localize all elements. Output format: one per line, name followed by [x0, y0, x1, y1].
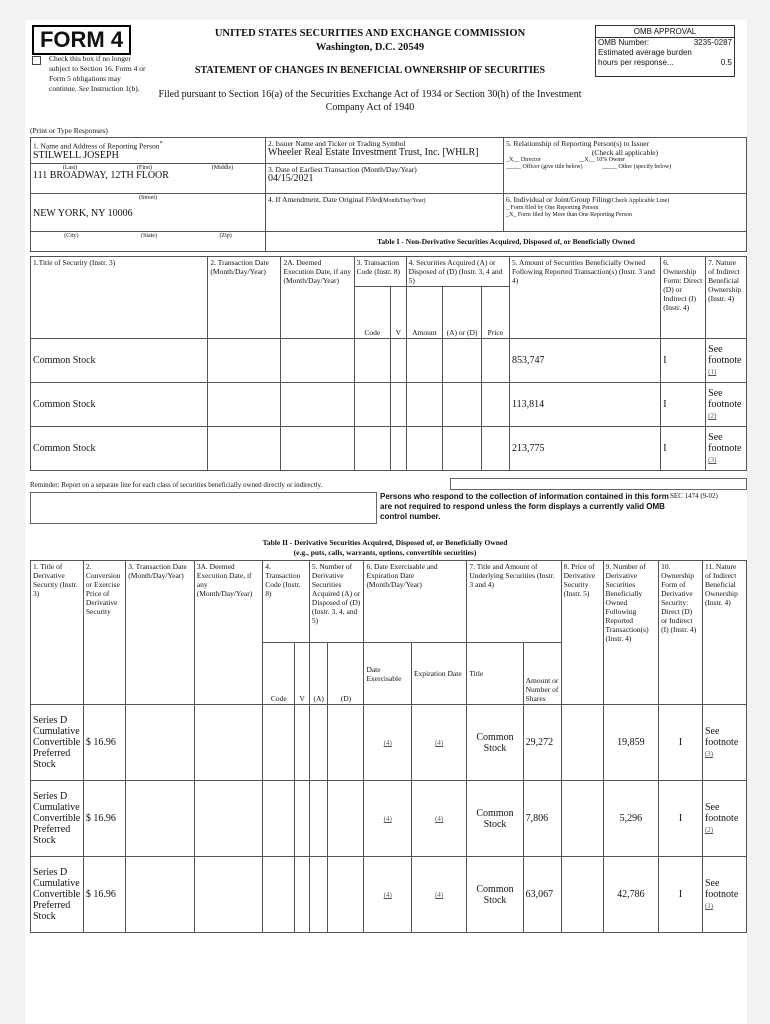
- hours-value: 0.5: [720, 58, 732, 67]
- t2-col-owned: 9. Number of Derivative Securities Beneficially Owned Following Reported Transaction(s) (Instr. 4): [603, 561, 659, 705]
- t2-expiration: Expiration Date: [411, 643, 466, 705]
- footnote-link[interactable]: (4): [383, 815, 392, 823]
- filed-pursuant: Filed pursuant to Section 16(a) of the Securities Exchange Act of 1934 or Section 30(h) of the Investment Company Act of 1940: [158, 89, 582, 113]
- footnote-link[interactable]: (3): [704, 750, 714, 758]
- t1-row-amount: 213,775: [509, 427, 660, 471]
- t1-row-form: I: [661, 383, 706, 427]
- form-page: [25, 20, 747, 1024]
- burden-label: Estimated average burden: [598, 48, 692, 57]
- t1-aord: (A) or (D): [443, 287, 482, 339]
- t2-row-owned: 5,296: [603, 781, 659, 857]
- t1-col-acquired: 4. Securities Acquired (A) or Disposed of (D) (Instr. 3, 4 and 5): [406, 257, 509, 287]
- t2-col-form: 10. Ownership Form of Derivative Security: Direct (D) or Indirect (I) (Instr. 4): [659, 561, 703, 705]
- no-longer-subject-checkbox[interactable]: [32, 56, 41, 65]
- t1-v: V: [391, 287, 407, 339]
- t2-amount-header: Amount or Number of Shares: [523, 643, 561, 705]
- address-cell: (Last) (First) (Middle) 111 BROADWAY, 12TH FLOOR: [31, 164, 266, 194]
- amendment-cell: 4. If Amendment, Date Original Filed(Month/Day/Year): [266, 194, 504, 232]
- city-state-zip-labels: (City) (State) (Zip): [31, 232, 266, 252]
- t2-row-underlying-title: Common Stock: [467, 705, 523, 781]
- t2-col-nature: 11. Nature of Indirect Beneficial Ownership (Instr. 4): [702, 561, 746, 705]
- t1-row-nature: See footnote (1): [706, 339, 747, 383]
- t1-col-deemed: 2A. Deemed Execution Date, if any (Month/Day/Year): [281, 257, 354, 339]
- agency-title: UNITED STATES SECURITIES AND EXCHANGE COMMISSION Washington, D.C. 20549: [214, 28, 526, 53]
- earliest-date-cell: 3. Date of Earliest Transaction (Month/Day/Year) 04/15/2021: [266, 164, 504, 194]
- table-row: [31, 857, 747, 933]
- footnote-link[interactable]: (4): [435, 815, 444, 823]
- t1-row-title: Common Stock: [31, 339, 208, 383]
- footnote-link[interactable]: (1): [708, 368, 717, 376]
- t2-d: (D): [328, 643, 364, 705]
- table-row: [31, 705, 747, 781]
- footnote-link[interactable]: (2): [704, 826, 714, 834]
- relationship-cell: 5. Relationship of Reporting Person(s) to Issuer (Check all applicable) _X__ Director __X__ 10% Owner _____ Officer (give title below) _____ Other (specify below): [504, 138, 747, 194]
- t2-row-price: $ 16.96: [83, 857, 125, 933]
- t2-row-nature: See footnote (2): [702, 781, 746, 857]
- reporting-info-grid: [30, 137, 747, 252]
- t2-row-form: I: [659, 781, 703, 857]
- t1-row-nature: See footnote (2): [706, 383, 747, 427]
- t2-col-date: 3. Transaction Date (Month/Day/Year): [126, 561, 194, 705]
- t1-row-title: Common Stock: [31, 427, 208, 471]
- t1-price: Price: [481, 287, 509, 339]
- t2-row-underlying-amount: 29,272: [523, 705, 561, 781]
- t2-row-underlying-amount: 7,806: [523, 781, 561, 857]
- footnote-link[interactable]: (2): [708, 412, 717, 420]
- t2-col-code: 4. Transaction Code (Instr. 8): [263, 561, 310, 643]
- t2-code: Code: [263, 643, 295, 705]
- sec-number: SEC 1474 (9-02): [670, 492, 718, 500]
- t2-row-price: $ 16.96: [83, 781, 125, 857]
- t2-row-underlying-title: Common Stock: [467, 857, 523, 933]
- table-row: [31, 781, 747, 857]
- t1-row-form: I: [661, 427, 706, 471]
- t2-a: (A): [309, 643, 328, 705]
- t1-col-title: 1.Title of Security (Instr. 3): [31, 257, 208, 339]
- table2-title: Table II - Derivative Securities Acquired, Disposed of, or Beneficially Owned (e.g., puts, calls, warrants, options, convertible securities): [262, 538, 508, 557]
- t2-row-nature: See footnote (3): [702, 705, 746, 781]
- t2-col-deriv-price: 8. Price of Derivative Security (Instr. 5): [561, 561, 603, 705]
- t2-row-price: $ 16.96: [83, 705, 125, 781]
- reporting-city: NEW YORK, NY 10006: [33, 208, 133, 219]
- form-name: FORM 4: [32, 25, 131, 55]
- t2-row-owned: 42,786: [603, 857, 659, 933]
- t2-row-nature: See footnote (1): [702, 857, 746, 933]
- issuer-cell: 2. Issuer Name and Ticker or Trading Symbol Wheeler Real Estate Investment Trust, Inc. [WHLR]: [266, 138, 504, 164]
- statement-title: STATEMENT OF CHANGES IN BENEFICIAL OWNERSHIP OF SECURITIES: [194, 65, 546, 76]
- omb-number: 3235-0287: [693, 38, 732, 47]
- filing-cell: 6. Individual or Joint/Group Filing(Check Applicable Line) _ Form filed by One Reporting Person _X_ Form filed by More than One Reporting Person: [504, 194, 747, 232]
- t2-row-title: Series D Cumulative Convertible Preferred Stock: [31, 781, 84, 857]
- footnote-link[interactable]: (1): [704, 902, 714, 910]
- t2-col-price: 2. Conversion or Exercise Price of Derivative Security: [83, 561, 125, 705]
- t1-code: Code: [354, 287, 391, 339]
- earliest-transaction-date: 04/15/2021: [268, 173, 314, 184]
- city-cell: (Street) NEW YORK, NY 10006: [31, 194, 266, 232]
- t2-row-title: Series D Cumulative Convertible Preferred Stock: [31, 857, 84, 933]
- checkbox-label: Check this box if no longer subject to Section 16. Form 4 or Form 5 obligations may continue. See Instruction 1(b).: [49, 54, 146, 93]
- t2-row-owned: 19,859: [603, 705, 659, 781]
- t2-date-exercisable: Date Exercisable: [364, 643, 412, 705]
- t1-row-amount: 113,814: [509, 383, 660, 427]
- t2-col-deemed: 3A. Deemed Execution Date, if any (Month/Day/Year): [194, 561, 262, 705]
- t2-v: V: [295, 643, 310, 705]
- t2-col-number: 5. Number of Derivative Securities Acquired (A) or Disposed of (D) (Instr. 3, 4, and 5): [309, 561, 364, 643]
- t2-col-underlying: 7. Title and Amount of Underlying Securities (Instr. 3 and 4): [467, 561, 561, 643]
- reminder-box: [450, 478, 747, 490]
- t1-amount: Amount: [406, 287, 443, 339]
- t1-row-nature: See footnote (3): [706, 427, 747, 471]
- reporting-person-name: STILWELL JOSEPH: [33, 149, 119, 161]
- t2-row-underlying-amount: 63,067: [523, 857, 561, 933]
- t2-row-title: Series D Cumulative Convertible Preferred Stock: [31, 705, 84, 781]
- t2-row-form: I: [659, 857, 703, 933]
- reminder-box-left: [30, 492, 377, 524]
- t1-col-date: 2. Transaction Date (Month/Day/Year): [208, 257, 281, 339]
- footnote-link[interactable]: (4): [435, 891, 444, 899]
- reporting-address: 111 BROADWAY, 12TH FLOOR: [33, 170, 169, 181]
- t1-row-amount: 853,747: [509, 339, 660, 383]
- issuer-name: Wheeler Real Estate Investment Trust, Inc. [WHLR]: [268, 147, 479, 158]
- footnote-link[interactable]: (4): [383, 891, 392, 899]
- t1-col-nature: 7. Nature of Indirect Beneficial Ownership (Instr. 4): [706, 257, 747, 339]
- table-row: [31, 383, 747, 427]
- t2-title-header: Title: [467, 643, 523, 705]
- table1-title: Table I - Non-Derivative Securities Acquired, Disposed of, or Beneficially Owned: [266, 232, 747, 252]
- t2-col-dates: 6. Date Exercisable and Expiration Date (Month/Day/Year): [364, 561, 467, 643]
- print-note: (Print or Type Responses): [30, 126, 108, 135]
- t1-col-code: 3. Transaction Code (Instr. 8): [354, 257, 406, 287]
- t1-col-form: 6. Ownership Form: Direct (D) or Indirect (I) (Instr. 4): [661, 257, 706, 339]
- reminder-text: Reminder: Report on a separate line for each class of securities beneficially owned directly or indirectly.: [30, 481, 323, 489]
- t1-col-amount: 5. Amount of Securities Beneficially Owned Following Reported Transaction(s) (Instr. 3 and 4): [509, 257, 660, 339]
- table-row: [31, 339, 747, 383]
- omb-title: OMB APPROVAL: [596, 26, 734, 38]
- t2-row-form: I: [659, 705, 703, 781]
- t1-row-form: I: [661, 339, 706, 383]
- t2-row-underlying-title: Common Stock: [467, 781, 523, 857]
- reporting-person-cell: 1. Name and Address of Reporting Person* STILWELL JOSEPH: [31, 138, 266, 164]
- footnote-link[interactable]: (3): [708, 456, 717, 464]
- table2-derivative: [30, 560, 747, 933]
- omb-approval-box: OMB APPROVAL OMB Number: 3235-0287 Estimated average burden hours per response... 0.5: [595, 25, 735, 77]
- t1-row-title: Common Stock: [31, 383, 208, 427]
- table1-non-derivative: [30, 256, 747, 471]
- footnote-link[interactable]: (4): [383, 739, 392, 747]
- persons-notice: Persons who respond to the collection of information contained in this form are not required to respond unless the form displays a currently valid OMB control number.: [380, 492, 669, 521]
- table-row: [31, 427, 747, 471]
- t2-col-title: 1. Title of Derivative Security (Instr. 3): [31, 561, 84, 705]
- footnote-link[interactable]: (4): [435, 739, 444, 747]
